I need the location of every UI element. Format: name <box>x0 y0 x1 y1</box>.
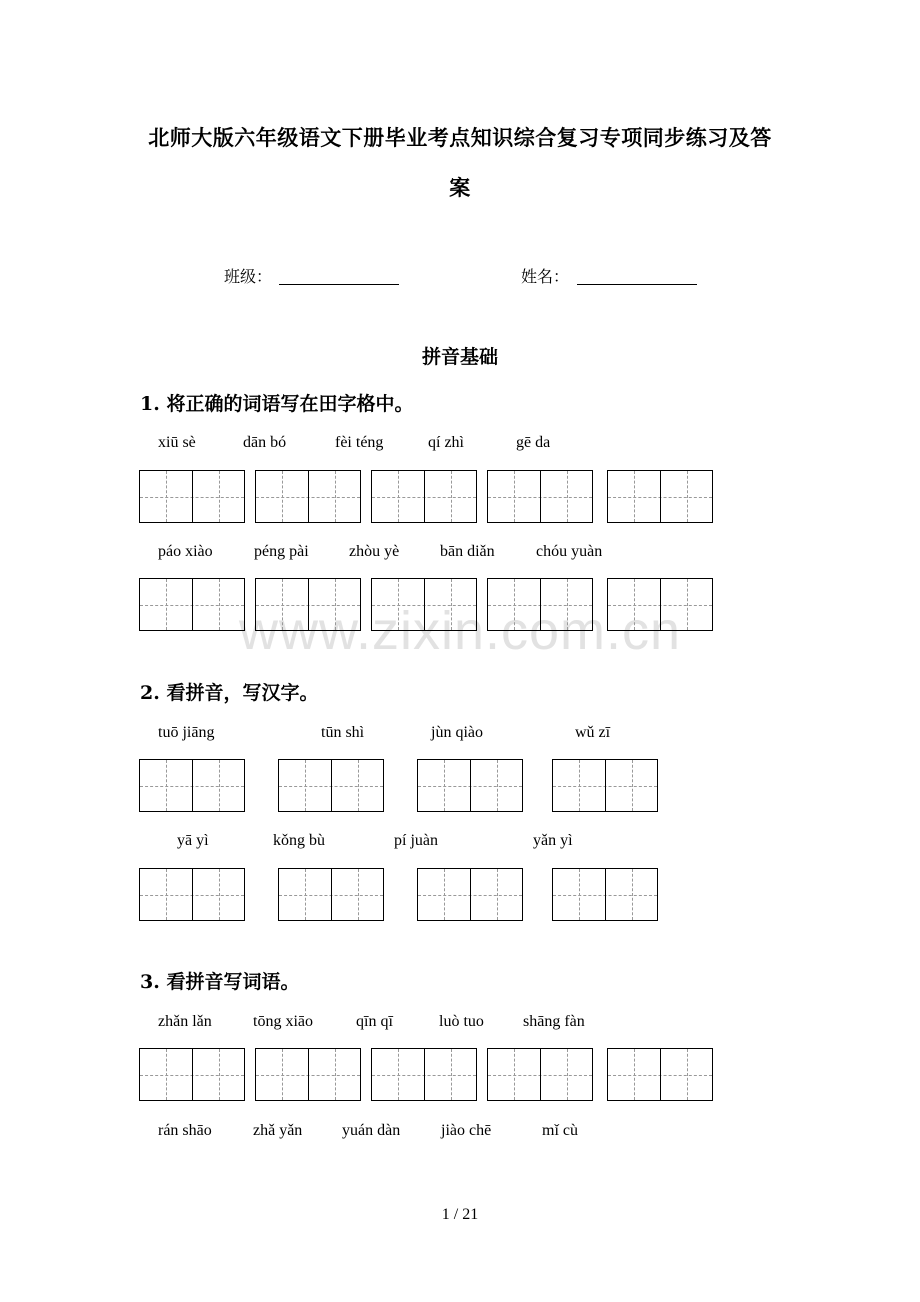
pinyin-label: chóu yuàn <box>536 543 603 560</box>
tianzige-box[interactable] <box>139 578 245 631</box>
tianzige-box[interactable] <box>371 470 477 523</box>
tianzige-box[interactable] <box>417 759 523 812</box>
pinyin-label: dān bó <box>243 434 287 451</box>
pinyin-label: luò tuo <box>439 1013 484 1030</box>
pinyin-label: fèi téng <box>335 434 384 451</box>
tianzige-box[interactable] <box>371 578 477 631</box>
document-title-line1: 北师大版六年级语文下册毕业考点知识综合复习专项同步练习及答 <box>148 125 772 150</box>
tianzige-box[interactable] <box>487 578 593 631</box>
tianzige-box[interactable] <box>278 868 384 921</box>
tianzige-box[interactable] <box>552 868 658 921</box>
pinyin-label: xiū sè <box>158 434 196 451</box>
pinyin-label: qí zhì <box>428 434 464 451</box>
tianzige-box[interactable] <box>255 470 361 523</box>
watermark: www.zixin.com.cn <box>238 601 682 661</box>
pinyin-label: zhǎ yǎn <box>253 1122 303 1139</box>
pinyin-label: gē da <box>516 434 551 451</box>
document-title-line2: 案 <box>449 175 471 200</box>
tianzige-box[interactable] <box>139 470 245 523</box>
pinyin-label: jùn qiào <box>431 724 483 741</box>
pinyin-label: jiào chē <box>441 1122 492 1139</box>
page-number: 1 / 21 <box>441 1206 479 1223</box>
name-label: 姓名： <box>521 267 570 286</box>
question-3-title: 3. 看拼音写词语。 <box>140 971 300 993</box>
pinyin-label: shāng fàn <box>523 1013 585 1030</box>
tianzige-box[interactable] <box>607 1048 713 1101</box>
pinyin-label: péng pài <box>254 543 309 560</box>
tianzige-box[interactable] <box>487 1048 593 1101</box>
tianzige-box[interactable] <box>139 1048 245 1101</box>
pinyin-label: zhǎn lǎn <box>158 1013 212 1030</box>
pinyin-label: pí juàn <box>394 832 438 849</box>
tianzige-box[interactable] <box>255 1048 361 1101</box>
tianzige-box[interactable] <box>278 759 384 812</box>
pinyin-label: rán shāo <box>158 1122 212 1139</box>
name-blank-line <box>577 284 697 285</box>
tianzige-box[interactable] <box>371 1048 477 1101</box>
tianzige-box[interactable] <box>255 578 361 631</box>
pinyin-label: yā yì <box>177 832 209 849</box>
pinyin-label: zhòu yè <box>349 543 400 560</box>
tianzige-box[interactable] <box>139 868 245 921</box>
pinyin-label: mǐ cù <box>542 1122 578 1139</box>
pinyin-label: wǔ zī <box>575 724 611 741</box>
tianzige-box[interactable] <box>487 470 593 523</box>
tianzige-box[interactable] <box>417 868 523 921</box>
tianzige-box[interactable] <box>607 470 713 523</box>
pinyin-label: páo xiào <box>158 543 213 560</box>
pinyin-label: yǎn yì <box>533 832 573 849</box>
pinyin-label: kǒng bù <box>273 832 325 849</box>
pinyin-label: tūn shì <box>321 724 365 741</box>
question-1-title: 1. 将正确的词语写在田字格中。 <box>140 393 414 415</box>
pinyin-label: qīn qī <box>356 1013 393 1030</box>
class-blank-line <box>279 284 399 285</box>
class-label: 班级： <box>224 267 273 286</box>
pinyin-label: yuán dàn <box>342 1122 401 1139</box>
question-2-title: 2. 看拼音，写汉字。 <box>140 682 319 704</box>
tianzige-box[interactable] <box>607 578 713 631</box>
pinyin-label: tōng xiāo <box>253 1013 313 1030</box>
pinyin-label: bān diǎn <box>440 543 495 560</box>
tianzige-box[interactable] <box>552 759 658 812</box>
section-title: 拼音基础 <box>421 346 498 368</box>
pinyin-label: tuō jiāng <box>158 724 215 741</box>
tianzige-box[interactable] <box>139 759 245 812</box>
